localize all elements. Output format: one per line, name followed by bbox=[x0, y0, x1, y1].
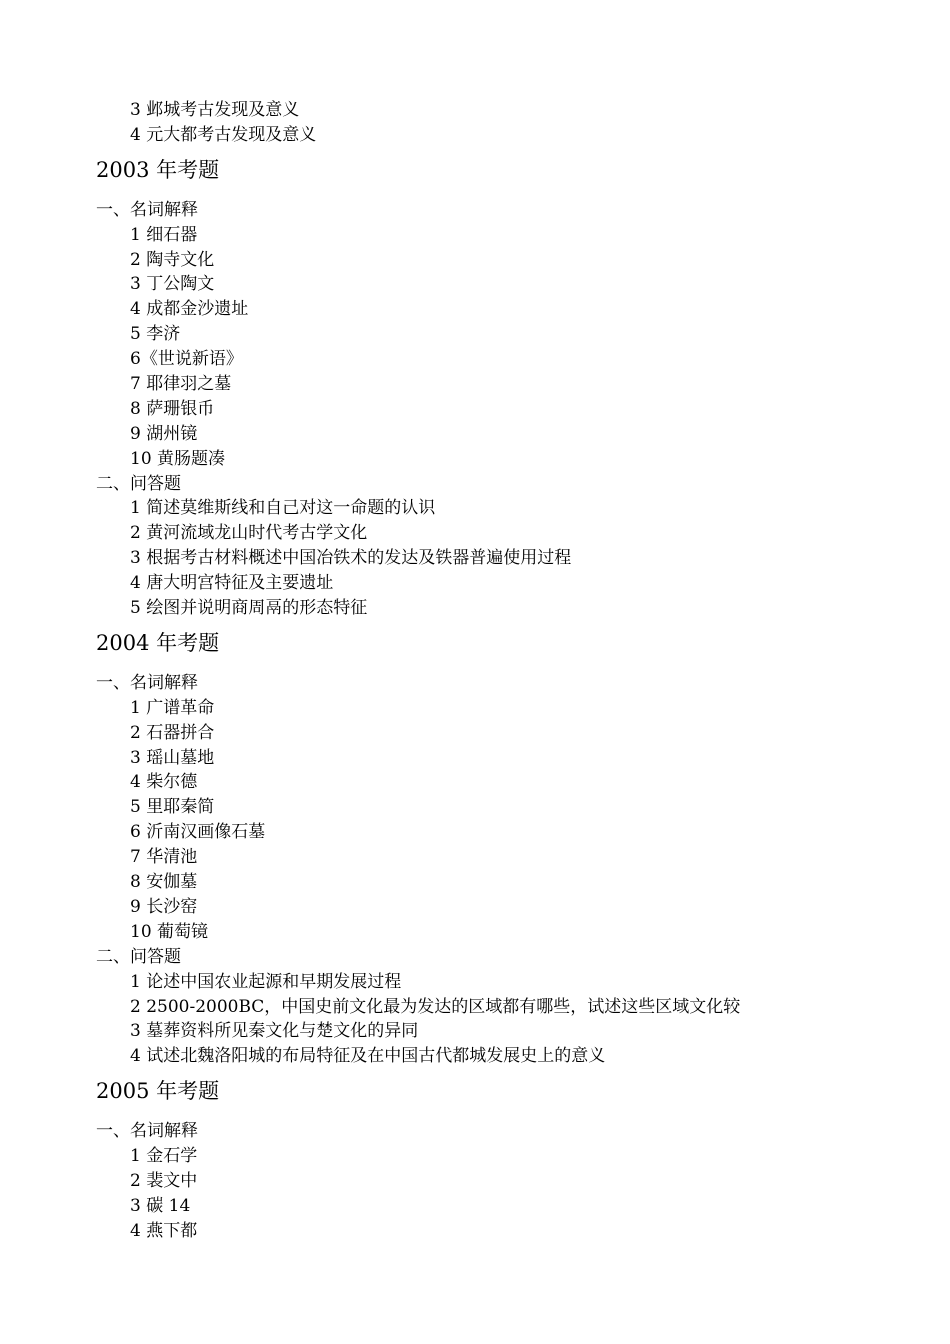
list-item: 4 成都金沙遗址 bbox=[130, 299, 249, 320]
year-heading: 2003 年考题 bbox=[96, 157, 220, 182]
list-item: 9 湖州镜 bbox=[130, 423, 198, 444]
list-item: 3 碳 14 bbox=[130, 1195, 191, 1216]
list-item: 2 陶寺文化 bbox=[130, 249, 215, 270]
document-body bbox=[0, 98, 950, 1244]
list-item: 8 安伽墓 bbox=[130, 872, 198, 893]
list-item: 4 试述北魏洛阳城的布局特征及在中国古代都城发展史上的意义 bbox=[130, 1046, 606, 1067]
list-item: 3 邺城考古发现及意义 bbox=[130, 100, 300, 120]
list-item: 1 广谱革命 bbox=[130, 697, 215, 718]
section-label: 一、名词解释 bbox=[96, 672, 198, 693]
list-item: 1 简述莫维斯线和自己对这一命题的认识 bbox=[130, 498, 436, 519]
section-label: 一、名词解释 bbox=[96, 199, 198, 220]
list-item: 5 里耶秦简 bbox=[130, 797, 215, 818]
list-item: 10 黄肠题凑 bbox=[130, 448, 226, 469]
list-item: 7 华清池 bbox=[130, 847, 198, 868]
list-item: 2 石器拼合 bbox=[130, 722, 215, 743]
list-item: 7 耶律羽之墓 bbox=[130, 374, 232, 395]
list-item: 5 绘图并说明商周鬲的形态特征 bbox=[130, 598, 368, 619]
section-label: 二、问答题 bbox=[96, 946, 181, 967]
list-item: 5 李济 bbox=[130, 324, 181, 345]
list-item: 3 根据考古材料概述中国冶铁术的发达及铁器普遍使用过程 bbox=[130, 548, 572, 569]
list-item: 4 燕下都 bbox=[130, 1220, 198, 1241]
list-item: 6《世说新语》 bbox=[130, 349, 243, 370]
section-label: 二、问答题 bbox=[96, 473, 181, 494]
list-item: 3 瑶山墓地 bbox=[130, 747, 215, 768]
list-item: 10 葡萄镜 bbox=[130, 921, 209, 942]
list-item: 4 元大都考古发现及意义 bbox=[130, 124, 317, 145]
list-item: 2 2500-2000BC，中国史前文化最为发达的区域都有哪些，试述这些区域文化较 bbox=[130, 996, 741, 1017]
year-heading: 2005 年考题 bbox=[96, 1079, 220, 1104]
section-label: 一、名词解释 bbox=[96, 1121, 198, 1142]
list-item: 3 墓葬资料所见秦文化与楚文化的异同 bbox=[130, 1021, 419, 1042]
list-item: 2 裴文中 bbox=[130, 1170, 198, 1191]
list-item: 4 唐大明宫特征及主要遗址 bbox=[130, 573, 334, 594]
year-heading: 2004 年考题 bbox=[96, 630, 220, 655]
list-item: 8 萨珊银币 bbox=[130, 398, 215, 419]
list-item: 9 长沙窑 bbox=[130, 896, 198, 917]
list-item: 1 金石学 bbox=[130, 1146, 198, 1167]
list-item: 2 黄河流域龙山时代考古学文化 bbox=[130, 523, 368, 544]
list-item: 6 沂南汉画像石墓 bbox=[130, 822, 266, 843]
list-item: 3 丁公陶文 bbox=[130, 274, 215, 295]
list-item: 1 论述中国农业起源和早期发展过程 bbox=[130, 971, 402, 992]
list-item: 4 柴尔德 bbox=[130, 772, 198, 793]
list-item: 1 细石器 bbox=[130, 224, 198, 245]
